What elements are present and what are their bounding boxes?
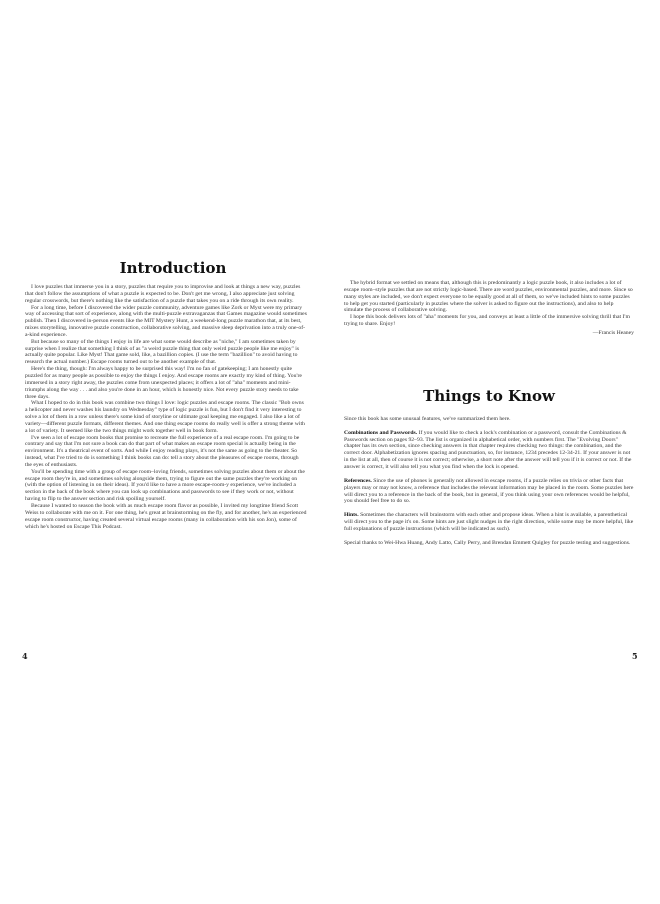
left-page-content	[25, 257, 307, 530]
author-signoff: —Francis Heaney	[592, 329, 634, 336]
section-label: Hints.	[344, 512, 359, 519]
paragraph: But because so many of the things I enjoy in life are what some would describe as "niche," I am sometimes taken by surprise when I realize that something I think of as "a weird puzzle thing that only weird puzzle people like me enjoy" is actually quite popular. Like Myst! That game sold, like, a bazillion copies. (I use the term "bazillion" to avoid having to research the actual number.) Escape rooms turned out to be another example of that.	[25, 338, 300, 366]
acknowledgements	[344, 540, 634, 547]
page-number: 5	[632, 651, 638, 661]
paragraph: The hybrid format we settled on means that, although this is predominantly a logic puzzle book, it also includes a lot of escape room–style puzzles that are not strictly logic-based. There are word puzzles, environmental puzzles, and more. Since so many styles are included, we don't expect everyone to be equally good at all of them, so we've included hints to some puzzles to help get you started (particularly in puzzles where the solver is asked to figure out the instructions), and also to help simulate the process of collaborative solving.	[344, 280, 633, 314]
paragraph: Because I wanted to season the book with as much escape room flavor as possible, I invited my longtime friend Scott Weiss to collaborate with me on it. For one thing, he's great at brainstorming on the fly, and for another, he's an experienced escape room constructor, having created several virtual escape rooms (many in collaboration with his son Jon), some of which he's hosted on Escape This Podcast.	[25, 503, 307, 530]
section-hints	[344, 512, 634, 533]
section-label: Combinations and Passwords.	[344, 429, 418, 436]
section-text: Since the use of phones is generally not allowed in escape rooms, if a puzzle relies on trivia or other facts that players may or may not know, a reference that includes the relevant information may be placed in the room. Some puzzles here will direct you to a reference in the back of the book, but in general, if you think using your own references would be helpful, you should feel free to do so.	[344, 477, 634, 505]
page-heading-things-to-know: Things to Know	[423, 386, 555, 405]
right-page-content	[344, 280, 634, 554]
section-combinations	[344, 430, 634, 471]
lead-paragraph: Since this book has some unusual features, we've summarized them here.	[344, 415, 511, 422]
page-number: 4	[22, 651, 28, 661]
right-page	[330, 0, 660, 904]
section-text: Sometimes the characters will brainstorm with each other and propose ideas. When a hint is available, a parenthetical will direct you to the page it's on. Some hints are just slight nudges in the right direction, while some may be more helpful, like full explanations of puzzle instructions (which will be indicated as such).	[344, 512, 634, 532]
page-heading-introduction: Introduction	[119, 259, 227, 277]
paragraph: Here's the thing, though: I'm always happy to be surprised this way! I'm no fan of gatekeeping; I am honestly quite puzzled for as many people as possible to enjoy the things I enjoy. And escape rooms are exactly my kind of thing. You're immersed in a story right away, the puzzles come from unexpected places; it offers a lot of "aha" moments and mini-triumphs along the way . . . and also you're done in an hour, which is honestly nice. Not every puzzle story needs to take three days.	[25, 366, 302, 400]
paragraph: I hope this book delivers lots of "aha" moments for you, and conveys at least a little of the immersive solving thrill that I'm trying to share. Enjoy!	[344, 314, 630, 328]
paragraph: You'll be spending time with a group of escape room–loving friends, sometimes solving puzzles about them or about the escape room they're in, and sometimes solving alongside them, trying to figure out the same puzzles they're working on (with the option of listening in on their ideas). If you'd like to have a more escape-room-y experience, we've included a section in the back of the book where you can look up combinations and passwords to see if they work or not, without having to flip to the answer section and risk spoiling yourself.	[25, 468, 305, 503]
paragraph: I've seen a lot of escape room books that promise to recreate the full experience of a real escape room. I'm going to be contrary and say that I'm not sure a book can do that part of what makes an escape room special is actually being in the environment. It's a theatrical event of sorts. And while I enjoy reading plays, it's not the same as going to the theater. So instead, what I've tried to do is something I think books can do: tell a story about the pleasures of escape rooms, through the eyes of enthusiasts.	[25, 434, 300, 468]
paragraph: For a long time, before I discovered the wider puzzle community, adventure games like Zork or Myst were my primary way of accessing that sort of experience, along with the multi-puzzle extravaganzas that Games magazine would sometimes publish. Then I discovered in-person events like the MIT Mystery Hunt, a weekend-long puzzle marathon that, at its best, mixes storytelling, innovative puzzle construction, collaborative solving, and massive sleep deprivation into a truly one-of-a-kind experience.	[25, 304, 307, 338]
section-references	[344, 478, 634, 505]
paragraph: I love puzzles that immerse you in a story, puzzles that require you to improvise and look at things a new way, puzzles that don't follow the assumptions of what a puzzle is expected to be. Don't get me wrong, I also appreciate just solving regular crosswords, but there's nothing like the satisfaction of a puzzle that takes you on a ride through its own reality.	[25, 284, 301, 304]
section-label: References.	[344, 477, 372, 484]
paragraph: What I hoped to do in this book was combine two things I love: logic puzzles and escape rooms. The classic "Bob owns a helicopter and never washes his laundry on Wednesday" type of logic puzzle is fun, but I don't find it very interesting to solve a lot of them in a row unless there's some kind of storyline or ultimate goal keeping me engaged. I also like a lot of variety—different puzzle formats, different themes. And one thing escape rooms do really well is offer a strong theme with a lot of variety. It seemed like the two things might work together well in book form.	[25, 400, 305, 434]
section-text: If you would like to check a lock's combination or a password, consult the Combinations & Passwords section on pages 92–93. The list is organized in alphabetical order, with numbers first. The "Evolving Doors" chapter has its own section, since checking answers in that chapter requires checking two things: the combination, and the correct door. Alphabetization ignores spacing and punctuation, so, for instance, 1234 precedes 12-34-21. If your answer is not in the list at all, then of course it is not correct; otherwise, a short note after the answer will tell you if it is correct or not. If the answer is correct, it will also tell you what you find when the lock is opened.	[344, 429, 632, 470]
acknowledgements-text: Special thanks to Wei-Hwa Huang, Andy Latto, Cally Perry, and Brendan Emmett Quigley for puzzle testing and suggestions.	[344, 539, 631, 546]
